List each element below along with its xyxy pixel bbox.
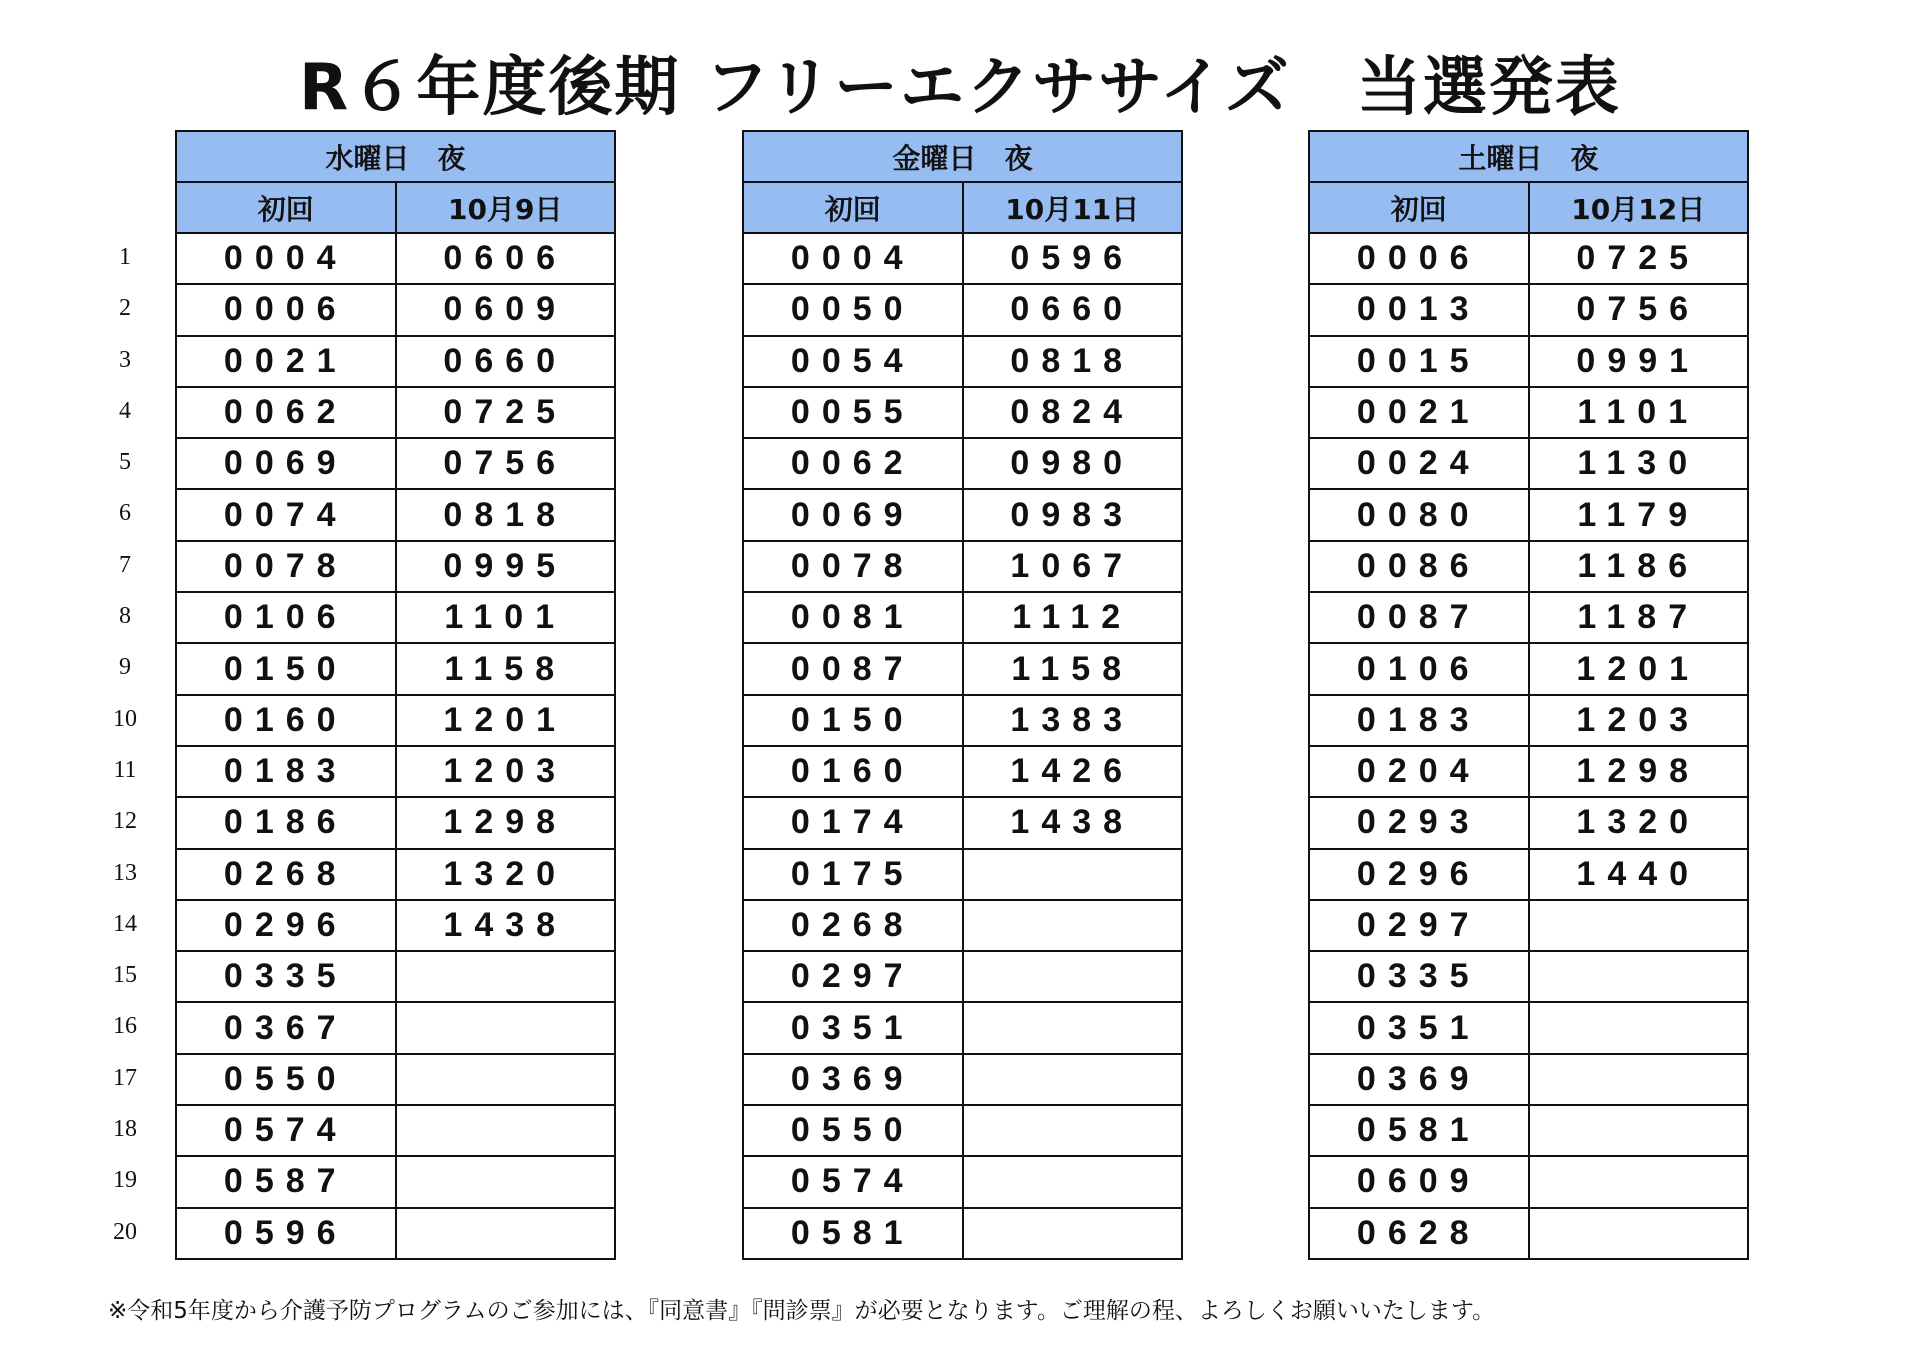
winning-number: 0106 bbox=[176, 592, 396, 643]
winning-number: 0062 bbox=[176, 387, 396, 438]
first-session-header: 初回 bbox=[176, 182, 396, 233]
row-number: 14 bbox=[113, 910, 137, 937]
table-row bbox=[1309, 797, 1748, 848]
schedule-table-saturday bbox=[1308, 130, 1749, 1260]
table-row bbox=[1309, 336, 1748, 387]
schedule-table-friday bbox=[742, 130, 1183, 1260]
winning-number: 0991 bbox=[1529, 336, 1749, 387]
winning-number: 0106 bbox=[1309, 643, 1529, 694]
table-row bbox=[743, 1105, 1182, 1156]
winning-number: 0021 bbox=[1309, 387, 1529, 438]
winning-number bbox=[963, 1208, 1183, 1259]
table-row bbox=[743, 489, 1182, 540]
winning-number bbox=[1529, 1208, 1749, 1259]
winning-number: 0160 bbox=[743, 746, 963, 797]
winning-number: 0609 bbox=[1309, 1156, 1529, 1207]
table-row bbox=[743, 336, 1182, 387]
row-number: 9 bbox=[119, 654, 131, 681]
table-row bbox=[743, 797, 1182, 848]
winning-number: 0174 bbox=[743, 797, 963, 848]
winning-number bbox=[963, 1105, 1183, 1156]
table-row bbox=[1309, 643, 1748, 694]
table-row bbox=[1309, 233, 1748, 284]
table-row bbox=[1309, 951, 1748, 1002]
row-number: 19 bbox=[113, 1167, 137, 1194]
winning-number: 0078 bbox=[176, 541, 396, 592]
winning-number: 0335 bbox=[176, 951, 396, 1002]
winning-number: 0054 bbox=[743, 336, 963, 387]
winning-number bbox=[1529, 1105, 1749, 1156]
winning-number: 0725 bbox=[396, 387, 616, 438]
winning-number bbox=[396, 1002, 616, 1053]
row-number: 15 bbox=[113, 962, 137, 989]
table-row bbox=[743, 1054, 1182, 1105]
table-row bbox=[176, 1054, 615, 1105]
winning-number: 0660 bbox=[396, 336, 616, 387]
winning-number: 1298 bbox=[396, 797, 616, 848]
row-number: 8 bbox=[119, 603, 131, 630]
table-row bbox=[1309, 1002, 1748, 1053]
table-row bbox=[743, 695, 1182, 746]
winning-number: 1112 bbox=[963, 592, 1183, 643]
table-row bbox=[1309, 592, 1748, 643]
winning-number: 0581 bbox=[1309, 1105, 1529, 1156]
winning-number: 0369 bbox=[743, 1054, 963, 1105]
table-row bbox=[743, 1002, 1182, 1053]
footer-note: ※令和5年度から介護予防プログラムのご参加には、『同意書』『問診票』が必要となります。ご理解の程、よろしくお願いいたします。 bbox=[108, 1298, 1495, 1324]
winning-number: 0160 bbox=[176, 695, 396, 746]
winning-number: 1130 bbox=[1529, 438, 1749, 489]
winning-number bbox=[963, 1002, 1183, 1053]
table-row bbox=[1309, 541, 1748, 592]
winning-number: 1186 bbox=[1529, 541, 1749, 592]
winning-number: 0150 bbox=[743, 695, 963, 746]
row-number: 16 bbox=[113, 1013, 137, 1040]
winning-number bbox=[396, 1054, 616, 1105]
schedule-table-wednesday bbox=[175, 130, 616, 1260]
winning-number: 1158 bbox=[963, 643, 1183, 694]
winning-number: 1101 bbox=[396, 592, 616, 643]
winning-number: 1203 bbox=[1529, 695, 1749, 746]
row-number: 7 bbox=[119, 551, 131, 578]
winning-number: 0015 bbox=[1309, 336, 1529, 387]
row-number: 5 bbox=[119, 449, 131, 476]
table-row bbox=[743, 387, 1182, 438]
table-row bbox=[176, 746, 615, 797]
winning-number: 0183 bbox=[176, 746, 396, 797]
table-row bbox=[176, 695, 615, 746]
day-header: 金曜日 夜 bbox=[743, 131, 1182, 182]
table-row bbox=[1309, 746, 1748, 797]
table-row bbox=[743, 1208, 1182, 1259]
winning-number: 0006 bbox=[1309, 233, 1529, 284]
winning-number: 0335 bbox=[1309, 951, 1529, 1002]
table-row bbox=[1309, 1208, 1748, 1259]
winning-number: 0006 bbox=[176, 284, 396, 335]
winning-number: 0550 bbox=[176, 1054, 396, 1105]
winning-number: 0296 bbox=[176, 900, 396, 951]
winning-number bbox=[1529, 951, 1749, 1002]
row-number-column bbox=[100, 232, 150, 1258]
winning-number: 0980 bbox=[963, 438, 1183, 489]
winning-number bbox=[1529, 1054, 1749, 1105]
winning-number: 0818 bbox=[396, 489, 616, 540]
table-row bbox=[1309, 900, 1748, 951]
date-header: 10月11日 bbox=[963, 182, 1183, 233]
winning-number: 0204 bbox=[1309, 746, 1529, 797]
table-row bbox=[743, 438, 1182, 489]
table-row bbox=[1309, 489, 1748, 540]
table-row bbox=[743, 746, 1182, 797]
table-row bbox=[1309, 387, 1748, 438]
table-row bbox=[176, 1105, 615, 1156]
row-number: 2 bbox=[119, 295, 131, 322]
table-row bbox=[176, 1002, 615, 1053]
winning-number: 1438 bbox=[963, 797, 1183, 848]
winning-number bbox=[963, 951, 1183, 1002]
date-header: 10月9日 bbox=[396, 182, 616, 233]
winning-number: 1320 bbox=[396, 849, 616, 900]
winning-number: 0186 bbox=[176, 797, 396, 848]
winning-number: 1438 bbox=[396, 900, 616, 951]
winning-number: 0574 bbox=[176, 1105, 396, 1156]
table-row bbox=[176, 336, 615, 387]
winning-number: 0550 bbox=[743, 1105, 963, 1156]
row-number: 3 bbox=[119, 346, 131, 373]
winning-number: 0995 bbox=[396, 541, 616, 592]
winning-number: 0055 bbox=[743, 387, 963, 438]
table-row bbox=[1309, 1156, 1748, 1207]
row-number: 10 bbox=[113, 705, 137, 732]
winning-number: 1298 bbox=[1529, 746, 1749, 797]
winning-number bbox=[1529, 900, 1749, 951]
winning-number bbox=[396, 1105, 616, 1156]
row-number: 11 bbox=[113, 756, 137, 783]
table-row bbox=[176, 1156, 615, 1207]
winning-number bbox=[1529, 1002, 1749, 1053]
row-number: 4 bbox=[119, 397, 131, 424]
table-row bbox=[743, 849, 1182, 900]
winning-number: 0087 bbox=[743, 643, 963, 694]
winning-number: 1201 bbox=[396, 695, 616, 746]
winning-number: 0297 bbox=[743, 951, 963, 1002]
winning-number: 0983 bbox=[963, 489, 1183, 540]
table-row bbox=[743, 643, 1182, 694]
winning-number: 0824 bbox=[963, 387, 1183, 438]
row-number: 20 bbox=[113, 1218, 137, 1245]
winning-number: 0725 bbox=[1529, 233, 1749, 284]
winning-number bbox=[396, 1156, 616, 1207]
winning-number: 0596 bbox=[963, 233, 1183, 284]
table-row bbox=[1309, 695, 1748, 746]
winning-number: 1201 bbox=[1529, 643, 1749, 694]
winning-number bbox=[963, 849, 1183, 900]
winning-number: 1067 bbox=[963, 541, 1183, 592]
row-number: 18 bbox=[113, 1116, 137, 1143]
winning-number bbox=[963, 1054, 1183, 1105]
winning-number: 0628 bbox=[1309, 1208, 1529, 1259]
page-title: R６年度後期 フリーエクササイズ 当選発表 bbox=[299, 51, 1621, 125]
winning-number: 0351 bbox=[743, 1002, 963, 1053]
winning-number: 0293 bbox=[1309, 797, 1529, 848]
winning-number: 0086 bbox=[1309, 541, 1529, 592]
winning-number: 0587 bbox=[176, 1156, 396, 1207]
table-row bbox=[176, 849, 615, 900]
table-row bbox=[176, 233, 615, 284]
winning-number: 0183 bbox=[1309, 695, 1529, 746]
table-row bbox=[743, 1156, 1182, 1207]
row-number: 1 bbox=[119, 244, 131, 270]
table-row bbox=[1309, 849, 1748, 900]
table-row bbox=[176, 592, 615, 643]
table-row bbox=[743, 233, 1182, 284]
winning-number: 0369 bbox=[1309, 1054, 1529, 1105]
winning-number: 0268 bbox=[176, 849, 396, 900]
date-header: 10月12日 bbox=[1529, 182, 1749, 233]
table-row bbox=[176, 900, 615, 951]
winning-number: 0367 bbox=[176, 1002, 396, 1053]
row-number: 6 bbox=[119, 500, 131, 527]
table-row bbox=[1309, 438, 1748, 489]
winning-number: 1179 bbox=[1529, 489, 1749, 540]
winning-number: 0021 bbox=[176, 336, 396, 387]
winning-number: 0080 bbox=[1309, 489, 1529, 540]
winning-number: 0268 bbox=[743, 900, 963, 951]
table-row bbox=[176, 387, 615, 438]
table-row bbox=[176, 438, 615, 489]
table-row bbox=[176, 643, 615, 694]
table-row bbox=[176, 284, 615, 335]
winning-number: 0087 bbox=[1309, 592, 1529, 643]
winning-number: 0013 bbox=[1309, 284, 1529, 335]
winning-number: 0609 bbox=[396, 284, 616, 335]
table-row bbox=[176, 951, 615, 1002]
winning-number: 0660 bbox=[963, 284, 1183, 335]
table-row bbox=[743, 951, 1182, 1002]
winning-number: 0069 bbox=[743, 489, 963, 540]
winning-number: 0756 bbox=[1529, 284, 1749, 335]
winning-number bbox=[396, 951, 616, 1002]
winning-number: 0069 bbox=[176, 438, 396, 489]
table-row bbox=[1309, 1105, 1748, 1156]
table-row bbox=[743, 900, 1182, 951]
winning-number: 0581 bbox=[743, 1208, 963, 1259]
winning-number: 0596 bbox=[176, 1208, 396, 1259]
winning-number bbox=[963, 1156, 1183, 1207]
table-row bbox=[176, 489, 615, 540]
row-number: 17 bbox=[113, 1064, 137, 1091]
winning-number: 0150 bbox=[176, 643, 396, 694]
winning-number: 0296 bbox=[1309, 849, 1529, 900]
first-session-header: 初回 bbox=[1309, 182, 1529, 233]
winning-number: 0050 bbox=[743, 284, 963, 335]
table-row bbox=[743, 592, 1182, 643]
winning-number: 1426 bbox=[963, 746, 1183, 797]
winning-number: 0297 bbox=[1309, 900, 1529, 951]
winning-number bbox=[396, 1208, 616, 1259]
winning-number: 1101 bbox=[1529, 387, 1749, 438]
winning-number bbox=[1529, 1156, 1749, 1207]
winning-number: 0756 bbox=[396, 438, 616, 489]
winning-number: 0175 bbox=[743, 849, 963, 900]
winning-number: 0024 bbox=[1309, 438, 1529, 489]
table-row bbox=[743, 541, 1182, 592]
day-header: 土曜日 夜 bbox=[1309, 131, 1748, 182]
winning-number: 1440 bbox=[1529, 849, 1749, 900]
winning-number: 0351 bbox=[1309, 1002, 1529, 1053]
winning-number: 0004 bbox=[176, 233, 396, 284]
winning-number: 1383 bbox=[963, 695, 1183, 746]
winning-number: 0078 bbox=[743, 541, 963, 592]
winning-number: 0004 bbox=[743, 233, 963, 284]
winning-number: 0818 bbox=[963, 336, 1183, 387]
row-number: 12 bbox=[113, 808, 137, 835]
winning-number: 1320 bbox=[1529, 797, 1749, 848]
day-header: 水曜日 夜 bbox=[176, 131, 615, 182]
table-row bbox=[176, 797, 615, 848]
winning-number: 0081 bbox=[743, 592, 963, 643]
table-row bbox=[176, 541, 615, 592]
winning-number: 1203 bbox=[396, 746, 616, 797]
winning-number: 0074 bbox=[176, 489, 396, 540]
first-session-header: 初回 bbox=[743, 182, 963, 233]
winning-number: 0574 bbox=[743, 1156, 963, 1207]
table-row bbox=[176, 1208, 615, 1259]
winning-number bbox=[963, 900, 1183, 951]
winning-number: 1187 bbox=[1529, 592, 1749, 643]
table-row bbox=[743, 284, 1182, 335]
table-row bbox=[1309, 1054, 1748, 1105]
winning-number: 0062 bbox=[743, 438, 963, 489]
row-number: 13 bbox=[113, 859, 137, 886]
table-row bbox=[1309, 284, 1748, 335]
winning-number: 0606 bbox=[396, 233, 616, 284]
winning-number: 1158 bbox=[396, 643, 616, 694]
